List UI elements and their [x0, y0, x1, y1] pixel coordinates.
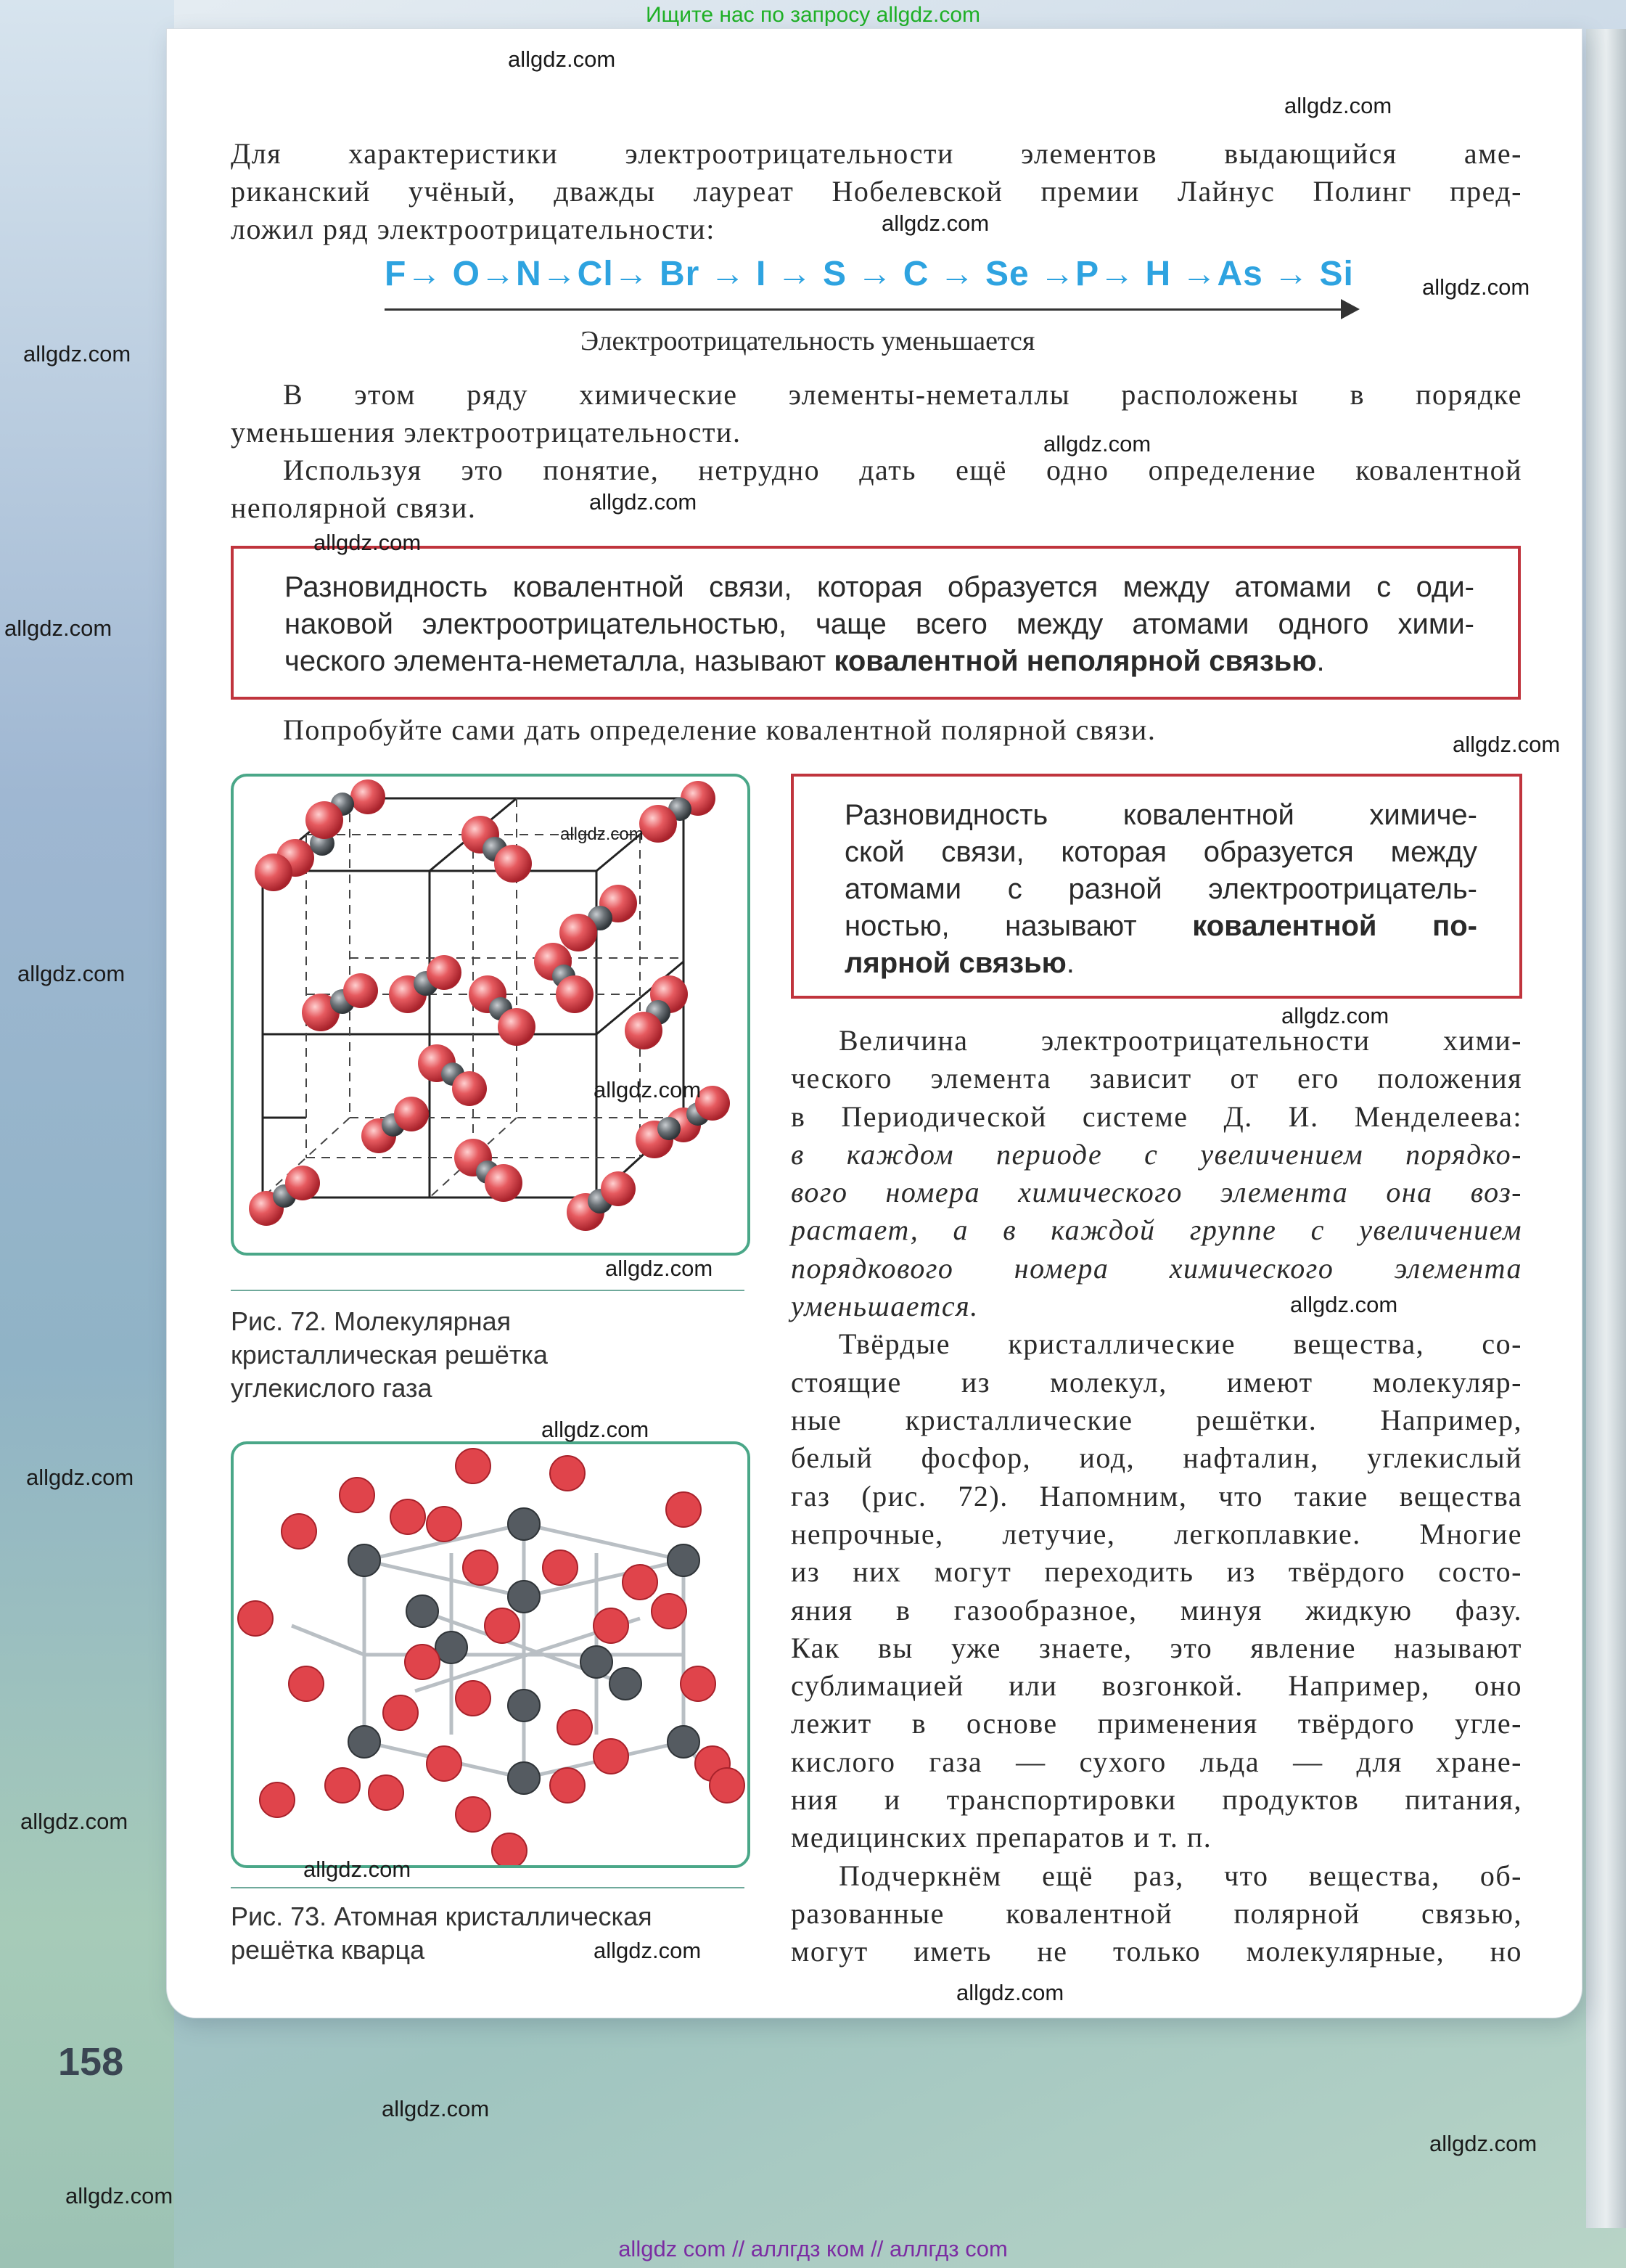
watermark: allgdz.com: [956, 1980, 1064, 2005]
polar-substances-text-line: могут иметь не только молекулярные, но: [791, 1935, 1522, 1968]
molecular-crystal-text-line: ные кристаллические решётки. Например,: [791, 1404, 1522, 1436]
watermark: allgdz.com: [589, 489, 697, 515]
intro-line-1: Для характеристики электроотрицательности элементов выдающийся аме-: [231, 137, 1522, 170]
silicon-atom: [668, 1544, 699, 1576]
def-polar-line-5: [845, 945, 1477, 982]
oxygen-atom: [681, 1666, 715, 1701]
figure-73-quartz-lattice: [231, 1441, 750, 1868]
oxygen-atom: [456, 1681, 490, 1716]
figure-73-caption-line-1: Рис. 73. Атомная кристаллическая: [231, 1901, 652, 1931]
silicon-atom: [348, 1726, 380, 1758]
oxygen-atom: [557, 1710, 592, 1745]
oxygen-atom: [282, 1514, 316, 1549]
definition-nonpolar-box: [231, 546, 1521, 700]
silicon-atom: [348, 1544, 380, 1576]
watermark: allgdz.com: [1290, 1292, 1398, 1317]
watermark: allgdz.com: [4, 615, 112, 641]
watermark: allgdz.com: [605, 1256, 713, 1281]
watermark: allgdz.com: [23, 341, 131, 367]
molecular-crystal-text-line: из них могут переходить из твёрдого состо-: [791, 1555, 1522, 1588]
def-polar-line-2: ской связи, которая образуется между: [845, 836, 1477, 868]
silicon-atom: [580, 1646, 612, 1678]
oxygen-atom: [289, 1666, 324, 1701]
intro-line-3: ложил ряд электроотрицательности:: [231, 213, 715, 245]
polar-substances-text-line: Подчеркнём ещё раз, что вещества, об-: [839, 1859, 1522, 1892]
def-polar-period: .: [1066, 947, 1075, 979]
molecular-crystal-text-line: стоящие из молекул, имеют молекуляр-: [791, 1366, 1522, 1399]
watermark: allgdz.com: [594, 1938, 702, 1963]
order-line-2: уменьшения электроотрицательности.: [231, 416, 742, 449]
figure-72-rule: [231, 1290, 744, 1291]
watermark: allgdz.com: [313, 530, 422, 555]
silicon-atom: [508, 1581, 540, 1613]
silicon-atom: [609, 1668, 641, 1700]
watermark: allgdz.com: [882, 210, 990, 236]
def-nonpolar-text: ческого элемента-неметалла, называют: [284, 645, 834, 677]
watermark: allgdz.com: [17, 961, 126, 986]
def-nonpolar-period: .: [1316, 645, 1325, 677]
oxygen-atom: [623, 1565, 657, 1600]
molecular-crystal-text-line: лежит в основе применения твёрдого угле-: [791, 1707, 1522, 1740]
page-background-band: [0, 0, 174, 2268]
oxygen-atom: [390, 1499, 425, 1534]
figure-72-caption-line-1: Рис. 72. Молекулярная: [231, 1306, 512, 1336]
molecular-crystal-text-line: сублимацией или возгонкой. Например, оно: [791, 1669, 1522, 1702]
watermark: allgdz.com: [1429, 2131, 1537, 2156]
watermark: allgdz.com: [26, 1465, 134, 1490]
watermark: allgdz.com: [508, 46, 616, 72]
oxygen-atom: [463, 1550, 498, 1585]
page-number: 158: [58, 2040, 124, 2084]
watermark: allgdz.com: [20, 1809, 128, 1834]
quartz-lattice-image: [234, 1444, 747, 1865]
oxygen-atom: [427, 1746, 461, 1781]
watermark: allgdz.com: [303, 1856, 411, 1882]
watermark: allgdz.com: [594, 1077, 702, 1102]
def-polar-text: ностью, называют: [845, 910, 1193, 942]
molecular-crystal-text-line: медицинских препаратов и т. п.: [791, 1821, 1212, 1854]
oxygen-atom: [405, 1645, 440, 1679]
top-banner[interactable]: Ищите нас по запросу allgdz.com: [645, 3, 981, 27]
watermark: allgdz.com: [560, 824, 644, 844]
watermark: allgdz.com: [1284, 93, 1392, 118]
watermark: allgdz.com: [1043, 431, 1151, 457]
figure-72-co2-lattice: [231, 774, 750, 1256]
molecular-crystal-text-line: непрочные, летучие, легкоплавкие. Многие: [791, 1518, 1522, 1550]
oxygen-atom: [666, 1492, 701, 1527]
oxygen-atom: [652, 1594, 686, 1629]
def-polar-term-a: ковалентной по-: [1192, 910, 1477, 942]
def-nonpolar-term: ковалентной неполярной связью: [834, 645, 1317, 677]
figure-73-rule: [231, 1887, 744, 1888]
def-polar-line-3: атомами с разной электроотрицатель-: [845, 873, 1477, 905]
oxygen-atom: [550, 1768, 585, 1803]
electronegativity-rule-line: вого номера химического элемента она воз-: [791, 1176, 1522, 1208]
electronegativity-series: F→ O→N→Cl→ Br → I → S → C → Se →P→ H →As → Si: [385, 255, 1354, 293]
oxygen-atom: [456, 1449, 490, 1483]
oxygen-atom: [456, 1797, 490, 1832]
silicon-atom: [668, 1726, 699, 1758]
def-polar-line-1: Разновидность ковалентной химиче-: [845, 799, 1477, 831]
silicon-atom: [508, 1762, 540, 1794]
watermark: allgdz.com: [382, 2096, 490, 2121]
co2-lattice-image: [234, 777, 747, 1253]
oxygen-atom: [427, 1507, 461, 1542]
polar-substances-text-line: разованные ковалентной полярной связью,: [791, 1897, 1522, 1930]
oxygen-atom: [485, 1608, 520, 1643]
electronegativity-rule-line: растает, а в каждой группе с увеличением: [791, 1213, 1522, 1246]
electronegativity-rule-line: в каждом периоде с увеличением порядко-: [791, 1138, 1522, 1171]
oxygen-atom: [492, 1833, 527, 1865]
def-nonpolar-line-2: наковой электроотрицательностью, чаще всего между атомами одного хими-: [284, 608, 1474, 640]
book-spine: [1586, 29, 1626, 2228]
watermark: allgdz.com: [1453, 732, 1561, 757]
try-yourself: Попробуйте сами дать определение ковалентной полярной связи.: [283, 713, 1157, 746]
watermark: allgdz.com: [1422, 274, 1530, 300]
concept-line-1: Используя это понятие, нетрудно дать ещё одно определение ковалентной: [283, 454, 1522, 486]
intro-line-2: риканский учёный, дважды лауреат Нобелевской премии Лайнус Полинг пред-: [231, 175, 1522, 208]
silicon-atom: [435, 1632, 467, 1663]
silicon-atom: [508, 1690, 540, 1722]
concept-line-2: неполярной связи.: [231, 491, 477, 524]
figure-72-caption-line-3: углекислого газа: [231, 1373, 432, 1403]
watermark: allgdz.com: [1281, 1003, 1389, 1028]
oxygen-atom: [594, 1608, 628, 1643]
series-caption: Электроотрицательность уменьшается: [580, 326, 1035, 356]
molecular-crystal-text-line: Твёрдые кристаллические вещества, со-: [839, 1327, 1522, 1360]
def-nonpolar-line-3: [284, 643, 1489, 680]
decrease-arrow: [385, 308, 1357, 311]
oxygen-atom: [238, 1601, 273, 1636]
watermark: allgdz.com: [65, 2183, 173, 2208]
oxygen-atom: [340, 1478, 374, 1512]
figure-73-caption-line-2: решётка кварца: [231, 1935, 425, 1965]
oxygen-atom: [383, 1695, 418, 1730]
oxygen-atom: [550, 1456, 585, 1491]
molecular-crystal-text-line: ния и транспортировки продуктов питания,: [791, 1783, 1522, 1816]
molecular-crystal-text-line: белый фосфор, иод, нафталин, углекислый: [791, 1441, 1522, 1474]
silicon-atom: [508, 1508, 540, 1540]
electronegativity-rule-line: уменьшается.: [791, 1290, 979, 1322]
definition-polar-box: [791, 774, 1522, 999]
def-polar-line-4: [845, 908, 1477, 945]
order-line-1: В этом ряду химические элементы-неметаллы расположены в порядке: [283, 378, 1522, 411]
oxygen-atom: [369, 1775, 403, 1810]
electronegativity-text-line: ческого элемента зависит от его положения: [791, 1062, 1522, 1094]
molecular-crystal-text-line: газ (рис. 72). Напомним, что такие вещества: [791, 1480, 1522, 1512]
def-nonpolar-line-1: Разновидность ковалентной связи, которая образуется между атомами с оди-: [284, 571, 1474, 603]
oxygen-atom: [543, 1550, 578, 1585]
figure-72-caption-line-2: кристаллическая решётка: [231, 1340, 548, 1370]
electronegativity-text-line: в Периодической системе Д. И. Менделеева:: [791, 1100, 1522, 1133]
watermark: allgdz.com: [541, 1417, 649, 1442]
oxygen-atom: [710, 1768, 744, 1803]
molecular-crystal-text-line: кислого газа — сухого льда — для хране-: [791, 1745, 1522, 1778]
bottom-banner[interactable]: allgdz com // аллгдз ком // аллгдз com: [618, 2236, 1008, 2261]
molecular-crystal-text-line: Как вы уже знаете, это явление называют: [791, 1632, 1522, 1664]
oxygen-atom: [325, 1768, 360, 1803]
molecular-crystal-text-line: яния в газообразное, минуя жидкую фазу.: [791, 1594, 1522, 1626]
electronegativity-text-line: Величина электроотрицательности хими-: [839, 1024, 1522, 1057]
oxygen-atom: [594, 1739, 628, 1774]
silicon-atom: [406, 1595, 438, 1627]
electronegativity-rule-line: порядкового номера химического элемента: [791, 1252, 1522, 1285]
def-polar-term-b: лярной связью: [845, 947, 1067, 979]
oxygen-atom: [260, 1782, 295, 1817]
